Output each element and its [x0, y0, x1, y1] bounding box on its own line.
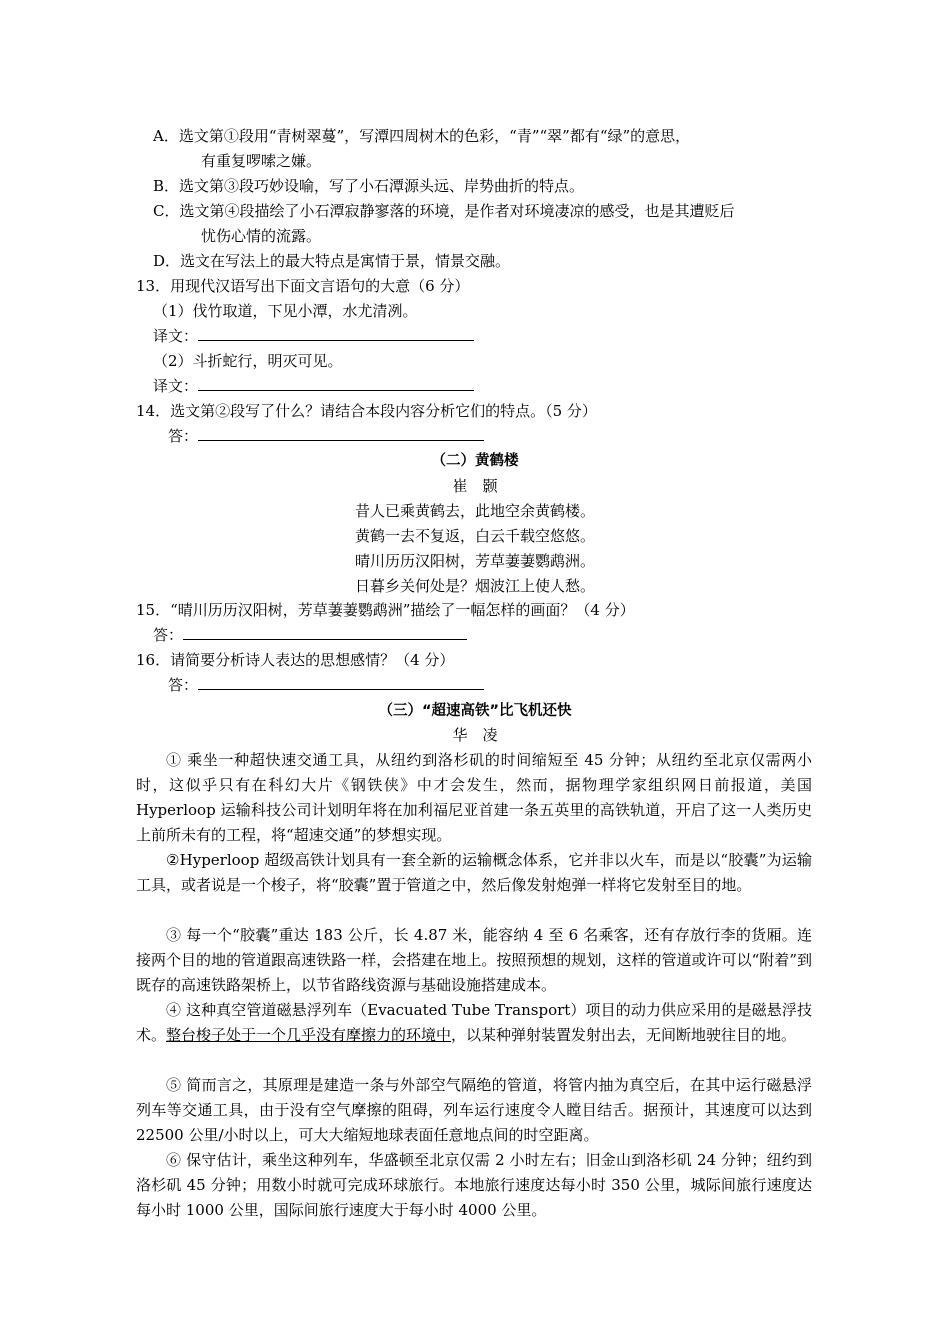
option-a-line2: 有重复啰嗦之嫌。 [201, 152, 322, 170]
translation-label: 译文： [153, 327, 199, 345]
poem-author: 崔 颢 [452, 477, 498, 495]
q16-prompt: 16．请简要分析诗人表达的思想感情？（4 分） [136, 651, 455, 669]
q14-prompt: 14．选文第②段写了什么？请结合本段内容分析它们的特点。（5 分） [136, 402, 597, 420]
answer-blank[interactable] [198, 326, 474, 341]
paragraph-text: ，以某种弹射装置发射出去，无间断地驶往目的地。 [451, 1026, 797, 1044]
q15-prompt: 15．“晴川历历汉阳树，芳草萋萋鹦鹉洲”描绘了一幅怎样的画面？（4 分） [136, 601, 635, 619]
answer-label: 答： [168, 427, 199, 445]
poem-line: 日暮乡关何处是？烟波江上使人愁。 [354, 577, 595, 595]
poem-line: 黄鹤一去不复返，白云千载空悠悠。 [354, 527, 595, 545]
q13-sentence-1: （1）伐竹取道，下见小潭，水尤清冽。 [153, 302, 418, 320]
option-c-line2: 忧伤心情的流露。 [201, 227, 322, 245]
answer-blank[interactable] [198, 675, 484, 690]
answer-blank[interactable] [183, 625, 467, 640]
underlined-sentence: 整台梭子处于一个几乎没有摩擦力的环境中 [166, 1026, 452, 1044]
article-paragraph-1: ① 乘坐一种超快速交通工具，从纽约到洛杉矶的时间缩短至 45 分钟；从纽约至北京仅需两小时，这似乎只有在科幻大片《钢铁侠》中才会发生，然而，据物理学家组织网日前报道，美国 Hyperloop 运输科技公司计划明年将在加利福尼亚首建一条五英里的高铁轨道，开启了这一人类历史上前所未有的工程，将“超速交通”的梦想实现。 [136, 751, 812, 844]
poem-line: 昔人已乘黄鹤去，此地空余黄鹤楼。 [354, 502, 595, 520]
answer-label: 答： [168, 676, 199, 694]
article-paragraph-6: ⑥ 保守估计，乘坐这种列车，华盛顿至北京仅需 2 小时左右；旧金山到洛杉矶 24 分钟；纽约到洛杉矶 45 分钟；用数小时就可完成环球旅行。本地旅行速度达每小时 350 公里，城际间旅行速度达每小时 1000 公里，国际间旅行速度大于每小时 4000 公里。 [136, 1151, 812, 1219]
article-author: 华 凌 [452, 726, 498, 744]
answer-label: 答： [153, 626, 184, 644]
option-b: B．选文第③段巧妙设喻，写了小石潭源头远、岸势曲折的特点。 [153, 177, 585, 195]
q15-answer-row [153, 623, 467, 647]
translation-label: 译文： [153, 377, 199, 395]
article-title: （三）“超速高铁”比飞机还快 [378, 703, 572, 719]
q13-answer-1-row [153, 324, 474, 348]
paragraph-text: ④ 这种真空管道磁悬浮列车（Evacuated Tube Transport）项目的动力供应采用的是磁悬浮技术。 [136, 1001, 812, 1044]
answer-blank[interactable] [198, 376, 474, 391]
option-d: D．选文在写法上的最大特点是寓情于景，情景交融。 [153, 252, 511, 270]
q16-answer-row [168, 673, 484, 697]
article-paragraph-2: ②Hyperloop 超级高铁计划具有一套全新的运输概念体系，它并非以火车，而是以“胶囊”为运输工具，或者说是一个梭子，将“胶囊”置于管道之中，然后像发射炮弹一样将它发射至目的地。 [136, 851, 812, 894]
answer-blank[interactable] [198, 426, 484, 441]
q14-answer-row [168, 424, 484, 448]
poem-title: （二）黄鹤楼 [431, 453, 519, 469]
article-paragraph-3: ③ 每一个“胶囊”重达 183 公斤，长 4.87 米，能容纳 4 至 6 名乘客，还有存放行李的货厢。连接两个目的地的管道跟高速铁路一样，会搭建在地上。按照预想的规划，这样的管道或许可以“附着”到既存的高速铁路架桥上，以节省路线资源与基础设施搭建成本。 [136, 926, 812, 994]
option-a-line1: A．选文第①段用“青树翠蔓”，写潭四周树木的色彩，“青”“翠”都有“绿”的意思， [153, 127, 691, 145]
q13-sentence-2: （2）斗折蛇行，明灭可见。 [153, 352, 343, 370]
q13-prompt: 13．用现代汉语写出下面文言语句的大意（6 分） [136, 277, 470, 295]
article-paragraph-4 [136, 998, 812, 1048]
option-c-line1: C．选文第④段描绘了小石潭寂静寥落的环境，是作者对环境凄凉的感受，也是其遭贬后 [153, 202, 735, 220]
poem-line: 晴川历历汉阳树，芳草萋萋鹦鹉洲。 [354, 552, 595, 570]
q13-answer-2-row [153, 374, 474, 398]
article-paragraph-5: ⑤ 简而言之，其原理是建造一条与外部空气隔绝的管道，将管内抽为真空后，在其中运行磁悬浮列车等交通工具，由于没有空气摩擦的阻碍，列车运行速度令人瞠目结舌。据预计，其速度可以达到 22500 公里/小时以上，可大大缩短地球表面任意地点间的时空距离。 [136, 1076, 812, 1144]
